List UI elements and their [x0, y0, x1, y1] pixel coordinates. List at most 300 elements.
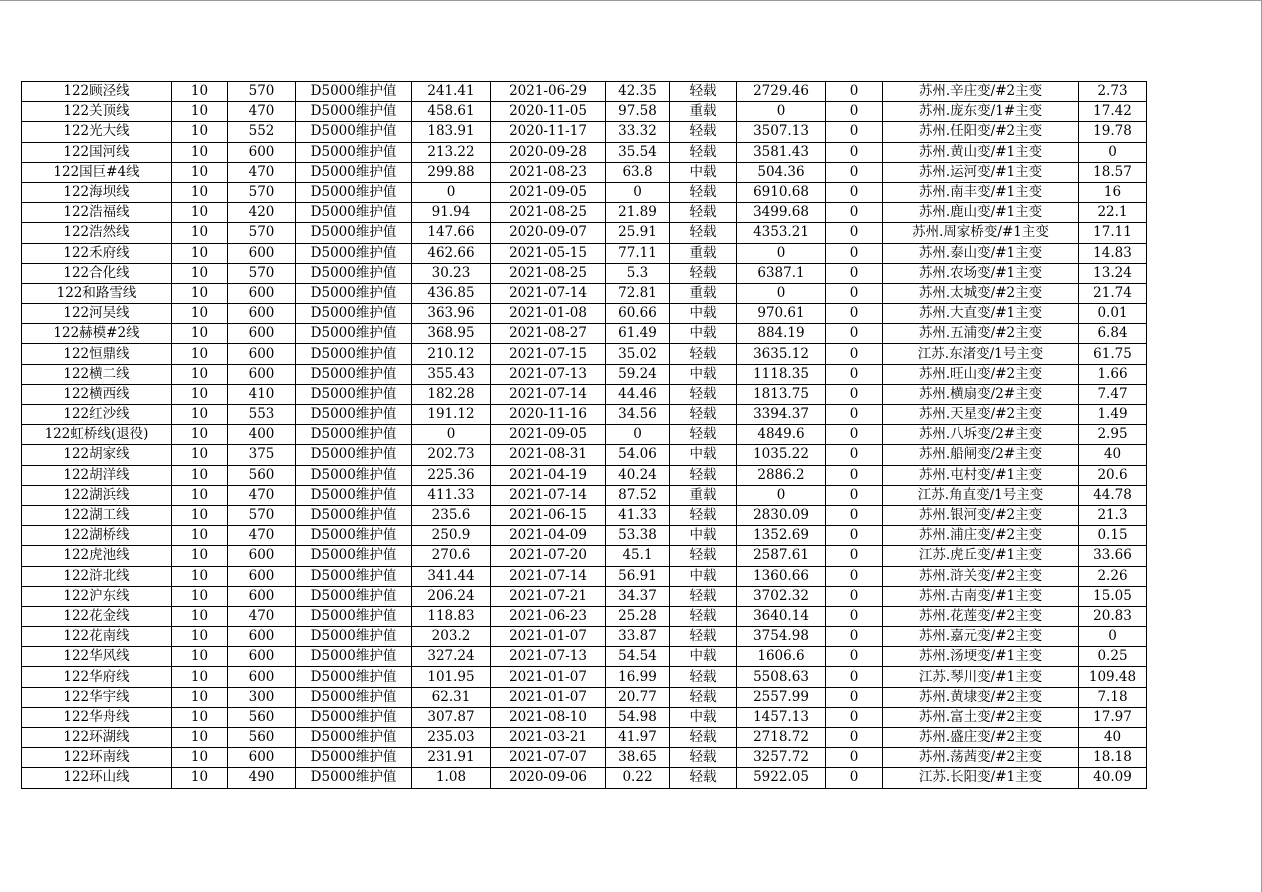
date-cell: 2021-06-29 — [491, 82, 606, 102]
transformer-cell: 苏州.五浦变/#2主变 — [883, 324, 1079, 344]
transformer-cell: 苏州.大直变/#1主变 — [883, 304, 1079, 324]
source-cell: D5000维护值 — [296, 627, 412, 647]
load-status-cell: 轻载 — [670, 203, 737, 223]
remaining-capacity-cell: 3640.14 — [737, 606, 826, 626]
rated-current-cell: 470 — [228, 162, 296, 182]
load-status-cell: 轻载 — [670, 182, 737, 202]
line-name-cell: 122光大线 — [22, 122, 172, 142]
extra-value-cell: 20.6 — [1079, 465, 1147, 485]
line-name-cell: 122环南线 — [22, 748, 172, 768]
load-status-cell: 重载 — [670, 283, 737, 303]
remaining-capacity-cell: 0 — [737, 243, 826, 263]
rated-current-cell: 600 — [228, 566, 296, 586]
line-name-cell: 122花金线 — [22, 606, 172, 626]
transformer-cell: 苏州.汤埂变/#1主变 — [883, 647, 1079, 667]
line-name-cell: 122赫模#2线 — [22, 324, 172, 344]
transformer-cell: 苏州.浦庄变/#2主变 — [883, 526, 1079, 546]
date-cell: 2020-11-05 — [491, 102, 606, 122]
line-name-cell: 122横西线 — [22, 384, 172, 404]
zero-value-cell: 0 — [826, 647, 883, 667]
table-row — [22, 122, 1147, 142]
rated-current-cell: 470 — [228, 606, 296, 626]
remaining-capacity-cell: 1813.75 — [737, 384, 826, 404]
date-cell: 2021-06-15 — [491, 505, 606, 525]
transformer-cell: 苏州.八坼变/2#主变 — [883, 425, 1079, 445]
remaining-capacity-cell: 2557.99 — [737, 687, 826, 707]
table-row — [22, 505, 1147, 525]
extra-value-cell: 40 — [1079, 728, 1147, 748]
remaining-capacity-cell: 5508.63 — [737, 667, 826, 687]
source-cell: D5000维护值 — [296, 425, 412, 445]
remaining-capacity-cell: 970.61 — [737, 304, 826, 324]
extra-value-cell: 61.75 — [1079, 344, 1147, 364]
remaining-capacity-cell: 3635.12 — [737, 344, 826, 364]
extra-value-cell: 0 — [1079, 627, 1147, 647]
source-cell: D5000维护值 — [296, 465, 412, 485]
load-rate-cell: 25.91 — [606, 223, 670, 243]
date-cell: 2021-07-14 — [491, 384, 606, 404]
line-name-cell: 122环湖线 — [22, 728, 172, 748]
remaining-capacity-cell: 3754.98 — [737, 627, 826, 647]
current-cell: 202.73 — [412, 445, 491, 465]
zero-value-cell: 0 — [826, 122, 883, 142]
source-cell: D5000维护值 — [296, 647, 412, 667]
date-cell: 2020-11-16 — [491, 405, 606, 425]
transformer-cell: 苏州.富土变/#2主变 — [883, 707, 1079, 727]
transformer-cell: 苏州.盛庄变/#2主变 — [883, 728, 1079, 748]
table-row — [22, 485, 1147, 505]
zero-value-cell: 0 — [826, 546, 883, 566]
load-rate-cell: 77.11 — [606, 243, 670, 263]
transformer-cell: 江苏.琴川变/#1主变 — [883, 667, 1079, 687]
load-rate-cell: 56.91 — [606, 566, 670, 586]
rated-current-cell: 600 — [228, 667, 296, 687]
date-cell: 2021-07-14 — [491, 485, 606, 505]
current-cell: 270.6 — [412, 546, 491, 566]
transformer-cell: 苏州.南丰变/#1主变 — [883, 182, 1079, 202]
line-name-cell: 122浩然线 — [22, 223, 172, 243]
date-cell: 2021-01-07 — [491, 627, 606, 647]
load-rate-cell: 45.1 — [606, 546, 670, 566]
load-status-cell: 轻载 — [670, 82, 737, 102]
rated-current-cell: 600 — [228, 324, 296, 344]
load-status-cell: 轻载 — [670, 768, 737, 788]
current-cell: 436.85 — [412, 283, 491, 303]
transformer-cell: 苏州.天星变/#2主变 — [883, 405, 1079, 425]
source-cell: D5000维护值 — [296, 546, 412, 566]
current-cell: 210.12 — [412, 344, 491, 364]
transformer-cell: 江苏.东渚变/1号主变 — [883, 344, 1079, 364]
voltage-cell: 10 — [172, 203, 228, 223]
zero-value-cell: 0 — [826, 243, 883, 263]
remaining-capacity-cell: 2587.61 — [737, 546, 826, 566]
line-name-cell: 122华风线 — [22, 647, 172, 667]
source-cell: D5000维护值 — [296, 142, 412, 162]
extra-value-cell: 7.18 — [1079, 687, 1147, 707]
load-status-cell: 中载 — [670, 566, 737, 586]
load-rate-cell: 97.58 — [606, 102, 670, 122]
source-cell: D5000维护值 — [296, 405, 412, 425]
load-rate-cell: 41.33 — [606, 505, 670, 525]
table-row — [22, 546, 1147, 566]
date-cell: 2021-07-13 — [491, 364, 606, 384]
table-row — [22, 627, 1147, 647]
current-cell: 203.2 — [412, 627, 491, 647]
load-rate-cell: 53.38 — [606, 526, 670, 546]
voltage-cell: 10 — [172, 223, 228, 243]
rated-current-cell: 470 — [228, 102, 296, 122]
transformer-cell: 苏州.花莲变/#2主变 — [883, 606, 1079, 626]
load-status-cell: 轻载 — [670, 142, 737, 162]
voltage-cell: 10 — [172, 465, 228, 485]
load-rate-cell: 35.54 — [606, 142, 670, 162]
source-cell: D5000维护值 — [296, 283, 412, 303]
extra-value-cell: 19.78 — [1079, 122, 1147, 142]
date-cell: 2021-05-15 — [491, 243, 606, 263]
remaining-capacity-cell: 0 — [737, 485, 826, 505]
table-row — [22, 748, 1147, 768]
zero-value-cell: 0 — [826, 425, 883, 445]
extra-value-cell: 7.47 — [1079, 384, 1147, 404]
current-cell: 462.66 — [412, 243, 491, 263]
table-row — [22, 364, 1147, 384]
extra-value-cell: 2.73 — [1079, 82, 1147, 102]
extra-value-cell: 0 — [1079, 142, 1147, 162]
current-cell: 299.88 — [412, 162, 491, 182]
load-rate-cell: 42.35 — [606, 82, 670, 102]
current-cell: 241.41 — [412, 82, 491, 102]
load-rate-cell: 25.28 — [606, 606, 670, 626]
table-row — [22, 283, 1147, 303]
remaining-capacity-cell: 1352.69 — [737, 526, 826, 546]
rated-current-cell: 553 — [228, 405, 296, 425]
transformer-cell: 苏州.任阳变/#2主变 — [883, 122, 1079, 142]
load-status-cell: 轻载 — [670, 748, 737, 768]
extra-value-cell: 2.26 — [1079, 566, 1147, 586]
source-cell: D5000维护值 — [296, 606, 412, 626]
remaining-capacity-cell: 884.19 — [737, 324, 826, 344]
zero-value-cell: 0 — [826, 203, 883, 223]
rated-current-cell: 470 — [228, 526, 296, 546]
source-cell: D5000维护值 — [296, 728, 412, 748]
remaining-capacity-cell: 0 — [737, 102, 826, 122]
rated-current-cell: 470 — [228, 485, 296, 505]
load-rate-cell: 60.66 — [606, 304, 670, 324]
transformer-cell: 苏州.古南变/#1主变 — [883, 586, 1079, 606]
rated-current-cell: 600 — [228, 748, 296, 768]
remaining-capacity-cell: 5922.05 — [737, 768, 826, 788]
line-name-cell: 122虎池线 — [22, 546, 172, 566]
zero-value-cell: 0 — [826, 707, 883, 727]
date-cell: 2020-09-06 — [491, 768, 606, 788]
remaining-capacity-cell: 3257.72 — [737, 748, 826, 768]
table-row — [22, 223, 1147, 243]
date-cell: 2021-04-09 — [491, 526, 606, 546]
extra-value-cell: 22.1 — [1079, 203, 1147, 223]
voltage-cell: 10 — [172, 627, 228, 647]
rated-current-cell: 600 — [228, 364, 296, 384]
extra-value-cell: 16 — [1079, 182, 1147, 202]
extra-value-cell: 6.84 — [1079, 324, 1147, 344]
load-status-cell: 中载 — [670, 162, 737, 182]
extra-value-cell: 17.42 — [1079, 102, 1147, 122]
line-name-cell: 122河吴线 — [22, 304, 172, 324]
table-row — [22, 243, 1147, 263]
date-cell: 2021-07-07 — [491, 748, 606, 768]
zero-value-cell: 0 — [826, 283, 883, 303]
current-cell: 355.43 — [412, 364, 491, 384]
load-rate-cell: 33.87 — [606, 627, 670, 647]
current-cell: 327.24 — [412, 647, 491, 667]
voltage-cell: 10 — [172, 364, 228, 384]
date-cell: 2021-09-05 — [491, 182, 606, 202]
rated-current-cell: 600 — [228, 243, 296, 263]
voltage-cell: 10 — [172, 485, 228, 505]
current-cell: 225.36 — [412, 465, 491, 485]
transformer-cell: 苏州.黄埭变/#2主变 — [883, 687, 1079, 707]
line-name-cell: 122合化线 — [22, 263, 172, 283]
load-status-cell: 轻载 — [670, 505, 737, 525]
extra-value-cell: 33.66 — [1079, 546, 1147, 566]
rated-current-cell: 600 — [228, 283, 296, 303]
source-cell: D5000维护值 — [296, 364, 412, 384]
current-cell: 411.33 — [412, 485, 491, 505]
line-name-cell: 122顾泾线 — [22, 82, 172, 102]
voltage-cell: 10 — [172, 283, 228, 303]
date-cell: 2021-01-07 — [491, 687, 606, 707]
extra-value-cell: 17.11 — [1079, 223, 1147, 243]
current-cell: 0 — [412, 425, 491, 445]
source-cell: D5000维护值 — [296, 768, 412, 788]
current-cell: 341.44 — [412, 566, 491, 586]
zero-value-cell: 0 — [826, 586, 883, 606]
load-status-cell: 中载 — [670, 364, 737, 384]
rated-current-cell: 570 — [228, 82, 296, 102]
zero-value-cell: 0 — [826, 728, 883, 748]
date-cell: 2020-11-17 — [491, 122, 606, 142]
remaining-capacity-cell: 4849.6 — [737, 425, 826, 445]
load-status-cell: 中载 — [670, 445, 737, 465]
table-row — [22, 263, 1147, 283]
current-cell: 147.66 — [412, 223, 491, 243]
zero-value-cell: 0 — [826, 364, 883, 384]
voltage-cell: 10 — [172, 425, 228, 445]
load-status-cell: 重载 — [670, 243, 737, 263]
line-name-cell: 122浩福线 — [22, 203, 172, 223]
rated-current-cell: 600 — [228, 142, 296, 162]
remaining-capacity-cell: 2830.09 — [737, 505, 826, 525]
load-rate-cell: 44.46 — [606, 384, 670, 404]
current-cell: 235.6 — [412, 505, 491, 525]
date-cell: 2021-08-27 — [491, 324, 606, 344]
load-rate-cell: 54.06 — [606, 445, 670, 465]
remaining-capacity-cell: 1606.6 — [737, 647, 826, 667]
transformer-cell: 苏州.嘉元变/#2主变 — [883, 627, 1079, 647]
load-status-cell: 轻载 — [670, 687, 737, 707]
date-cell: 2020-09-07 — [491, 223, 606, 243]
source-cell: D5000维护值 — [296, 485, 412, 505]
date-cell: 2021-09-05 — [491, 425, 606, 445]
load-status-cell: 中载 — [670, 707, 737, 727]
source-cell: D5000维护值 — [296, 223, 412, 243]
voltage-cell: 10 — [172, 405, 228, 425]
table-row — [22, 82, 1147, 102]
zero-value-cell: 0 — [826, 687, 883, 707]
date-cell: 2021-06-23 — [491, 606, 606, 626]
voltage-cell: 10 — [172, 324, 228, 344]
line-name-cell: 122关顶线 — [22, 102, 172, 122]
table-row — [22, 344, 1147, 364]
zero-value-cell: 0 — [826, 606, 883, 626]
page-border-top — [0, 0, 1262, 1]
line-name-cell: 122禾府线 — [22, 243, 172, 263]
line-name-cell: 122胡家线 — [22, 445, 172, 465]
line-name-cell: 122华府线 — [22, 667, 172, 687]
voltage-cell: 10 — [172, 142, 228, 162]
voltage-cell: 10 — [172, 384, 228, 404]
load-status-cell: 轻载 — [670, 606, 737, 626]
zero-value-cell: 0 — [826, 667, 883, 687]
zero-value-cell: 0 — [826, 142, 883, 162]
rated-current-cell: 400 — [228, 425, 296, 445]
table-row — [22, 687, 1147, 707]
table-row — [22, 445, 1147, 465]
transformer-cell: 江苏.虎丘变/#1主变 — [883, 546, 1079, 566]
current-cell: 91.94 — [412, 203, 491, 223]
source-cell: D5000维护值 — [296, 667, 412, 687]
remaining-capacity-cell: 3499.68 — [737, 203, 826, 223]
source-cell: D5000维护值 — [296, 102, 412, 122]
date-cell: 2021-07-13 — [491, 647, 606, 667]
table-row — [22, 425, 1147, 445]
line-name-cell: 122沪东线 — [22, 586, 172, 606]
voltage-cell: 10 — [172, 526, 228, 546]
date-cell: 2021-07-20 — [491, 546, 606, 566]
load-status-cell: 轻载 — [670, 728, 737, 748]
transformer-cell: 苏州.庞东变/1#主变 — [883, 102, 1079, 122]
rated-current-cell: 552 — [228, 122, 296, 142]
load-rate-cell: 41.97 — [606, 728, 670, 748]
source-cell: D5000维护值 — [296, 162, 412, 182]
rated-current-cell: 570 — [228, 223, 296, 243]
rated-current-cell: 600 — [228, 546, 296, 566]
zero-value-cell: 0 — [826, 465, 883, 485]
extra-value-cell: 1.49 — [1079, 405, 1147, 425]
load-rate-cell: 21.89 — [606, 203, 670, 223]
load-status-cell: 轻载 — [670, 223, 737, 243]
source-cell: D5000维护值 — [296, 243, 412, 263]
voltage-cell: 10 — [172, 243, 228, 263]
transformer-cell: 江苏.长阳变/#1主变 — [883, 768, 1079, 788]
source-cell: D5000维护值 — [296, 566, 412, 586]
voltage-cell: 10 — [172, 687, 228, 707]
zero-value-cell: 0 — [826, 82, 883, 102]
load-rate-cell: 0 — [606, 182, 670, 202]
rated-current-cell: 560 — [228, 728, 296, 748]
remaining-capacity-cell: 6387.1 — [737, 263, 826, 283]
date-cell: 2021-03-21 — [491, 728, 606, 748]
transformer-cell: 苏州.运河变/#1主变 — [883, 162, 1079, 182]
remaining-capacity-cell: 2729.46 — [737, 82, 826, 102]
zero-value-cell: 0 — [826, 344, 883, 364]
voltage-cell: 10 — [172, 344, 228, 364]
transformer-cell: 苏州.鹿山变/#1主变 — [883, 203, 1079, 223]
line-name-cell: 122华宇线 — [22, 687, 172, 707]
voltage-cell: 10 — [172, 707, 228, 727]
current-cell: 231.91 — [412, 748, 491, 768]
voltage-cell: 10 — [172, 445, 228, 465]
voltage-cell: 10 — [172, 606, 228, 626]
date-cell: 2021-07-14 — [491, 283, 606, 303]
rated-current-cell: 570 — [228, 263, 296, 283]
load-rate-cell: 72.81 — [606, 283, 670, 303]
current-cell: 1.08 — [412, 768, 491, 788]
voltage-cell: 10 — [172, 304, 228, 324]
table-row — [22, 182, 1147, 202]
current-cell: 30.23 — [412, 263, 491, 283]
zero-value-cell: 0 — [826, 304, 883, 324]
zero-value-cell: 0 — [826, 102, 883, 122]
zero-value-cell: 0 — [826, 263, 883, 283]
rated-current-cell: 560 — [228, 707, 296, 727]
remaining-capacity-cell: 0 — [737, 283, 826, 303]
zero-value-cell: 0 — [826, 162, 883, 182]
table-row — [22, 203, 1147, 223]
source-cell: D5000维护值 — [296, 748, 412, 768]
current-cell: 458.61 — [412, 102, 491, 122]
load-status-cell: 轻载 — [670, 344, 737, 364]
date-cell: 2021-08-23 — [491, 162, 606, 182]
transformer-cell: 苏州.泰山变/#1主变 — [883, 243, 1079, 263]
load-status-cell: 轻载 — [670, 627, 737, 647]
zero-value-cell: 0 — [826, 223, 883, 243]
source-cell: D5000维护值 — [296, 687, 412, 707]
extra-value-cell: 0.01 — [1079, 304, 1147, 324]
source-cell: D5000维护值 — [296, 304, 412, 324]
voltage-cell: 10 — [172, 667, 228, 687]
remaining-capacity-cell: 1360.66 — [737, 566, 826, 586]
source-cell: D5000维护值 — [296, 82, 412, 102]
current-cell: 250.9 — [412, 526, 491, 546]
voltage-cell: 10 — [172, 647, 228, 667]
load-rate-cell: 59.24 — [606, 364, 670, 384]
line-name-cell: 122华舟线 — [22, 707, 172, 727]
date-cell: 2021-08-10 — [491, 707, 606, 727]
transformer-cell: 苏州.银河变/#2主变 — [883, 505, 1079, 525]
rated-current-cell: 570 — [228, 182, 296, 202]
load-status-cell: 轻载 — [670, 384, 737, 404]
voltage-cell: 10 — [172, 748, 228, 768]
extra-value-cell: 44.78 — [1079, 485, 1147, 505]
table-row — [22, 162, 1147, 182]
rated-current-cell: 560 — [228, 465, 296, 485]
remaining-capacity-cell: 6910.68 — [737, 182, 826, 202]
date-cell: 2021-01-07 — [491, 667, 606, 687]
load-status-cell: 重载 — [670, 485, 737, 505]
load-status-cell: 轻载 — [670, 405, 737, 425]
rated-current-cell: 490 — [228, 768, 296, 788]
zero-value-cell: 0 — [826, 526, 883, 546]
extra-value-cell: 17.97 — [1079, 707, 1147, 727]
table-row — [22, 606, 1147, 626]
voltage-cell: 10 — [172, 162, 228, 182]
extra-value-cell: 13.24 — [1079, 263, 1147, 283]
remaining-capacity-cell: 2718.72 — [737, 728, 826, 748]
current-cell: 118.83 — [412, 606, 491, 626]
extra-value-cell: 18.57 — [1079, 162, 1147, 182]
rated-current-cell: 410 — [228, 384, 296, 404]
remaining-capacity-cell: 4353.21 — [737, 223, 826, 243]
